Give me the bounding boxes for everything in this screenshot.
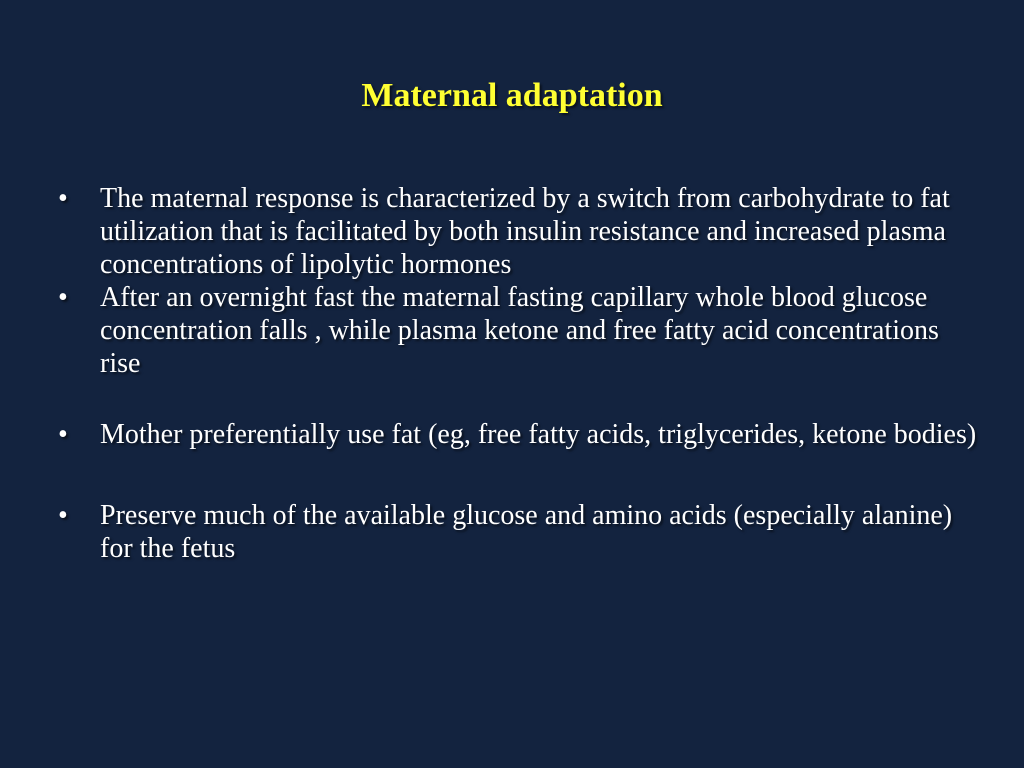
bullet-text: Preserve much of the available glucose and amino acids (especially alanine) for the fetus	[100, 500, 953, 564]
bullet-text: After an overnight fast the maternal fasting capillary whole blood glucose concentration falls , while plasma ketone and free fatty acid concentrations rise	[100, 282, 939, 379]
bullet-dot-icon: •	[58, 500, 68, 531]
bullet-item	[56, 499, 986, 565]
slide-title: Maternal adaptation	[361, 77, 663, 114]
bullet-item	[56, 418, 986, 451]
bullet-text: Mother preferentially use fat (eg, free fatty acids, triglycerides, ketone bodies)	[100, 419, 977, 450]
bullet-item	[56, 281, 986, 380]
bullet-dot-icon: •	[58, 419, 68, 450]
bullet-list	[56, 182, 986, 565]
bullet-item	[56, 182, 986, 281]
bullet-dot-icon: •	[58, 282, 68, 313]
bullet-text: The maternal response is characterized by a switch from carbohydrate to fat utilization that is facilitated by both insulin resistance and increased plasma concentrations of lipolytic hormones	[100, 183, 950, 280]
bullet-dot-icon: •	[58, 183, 68, 214]
